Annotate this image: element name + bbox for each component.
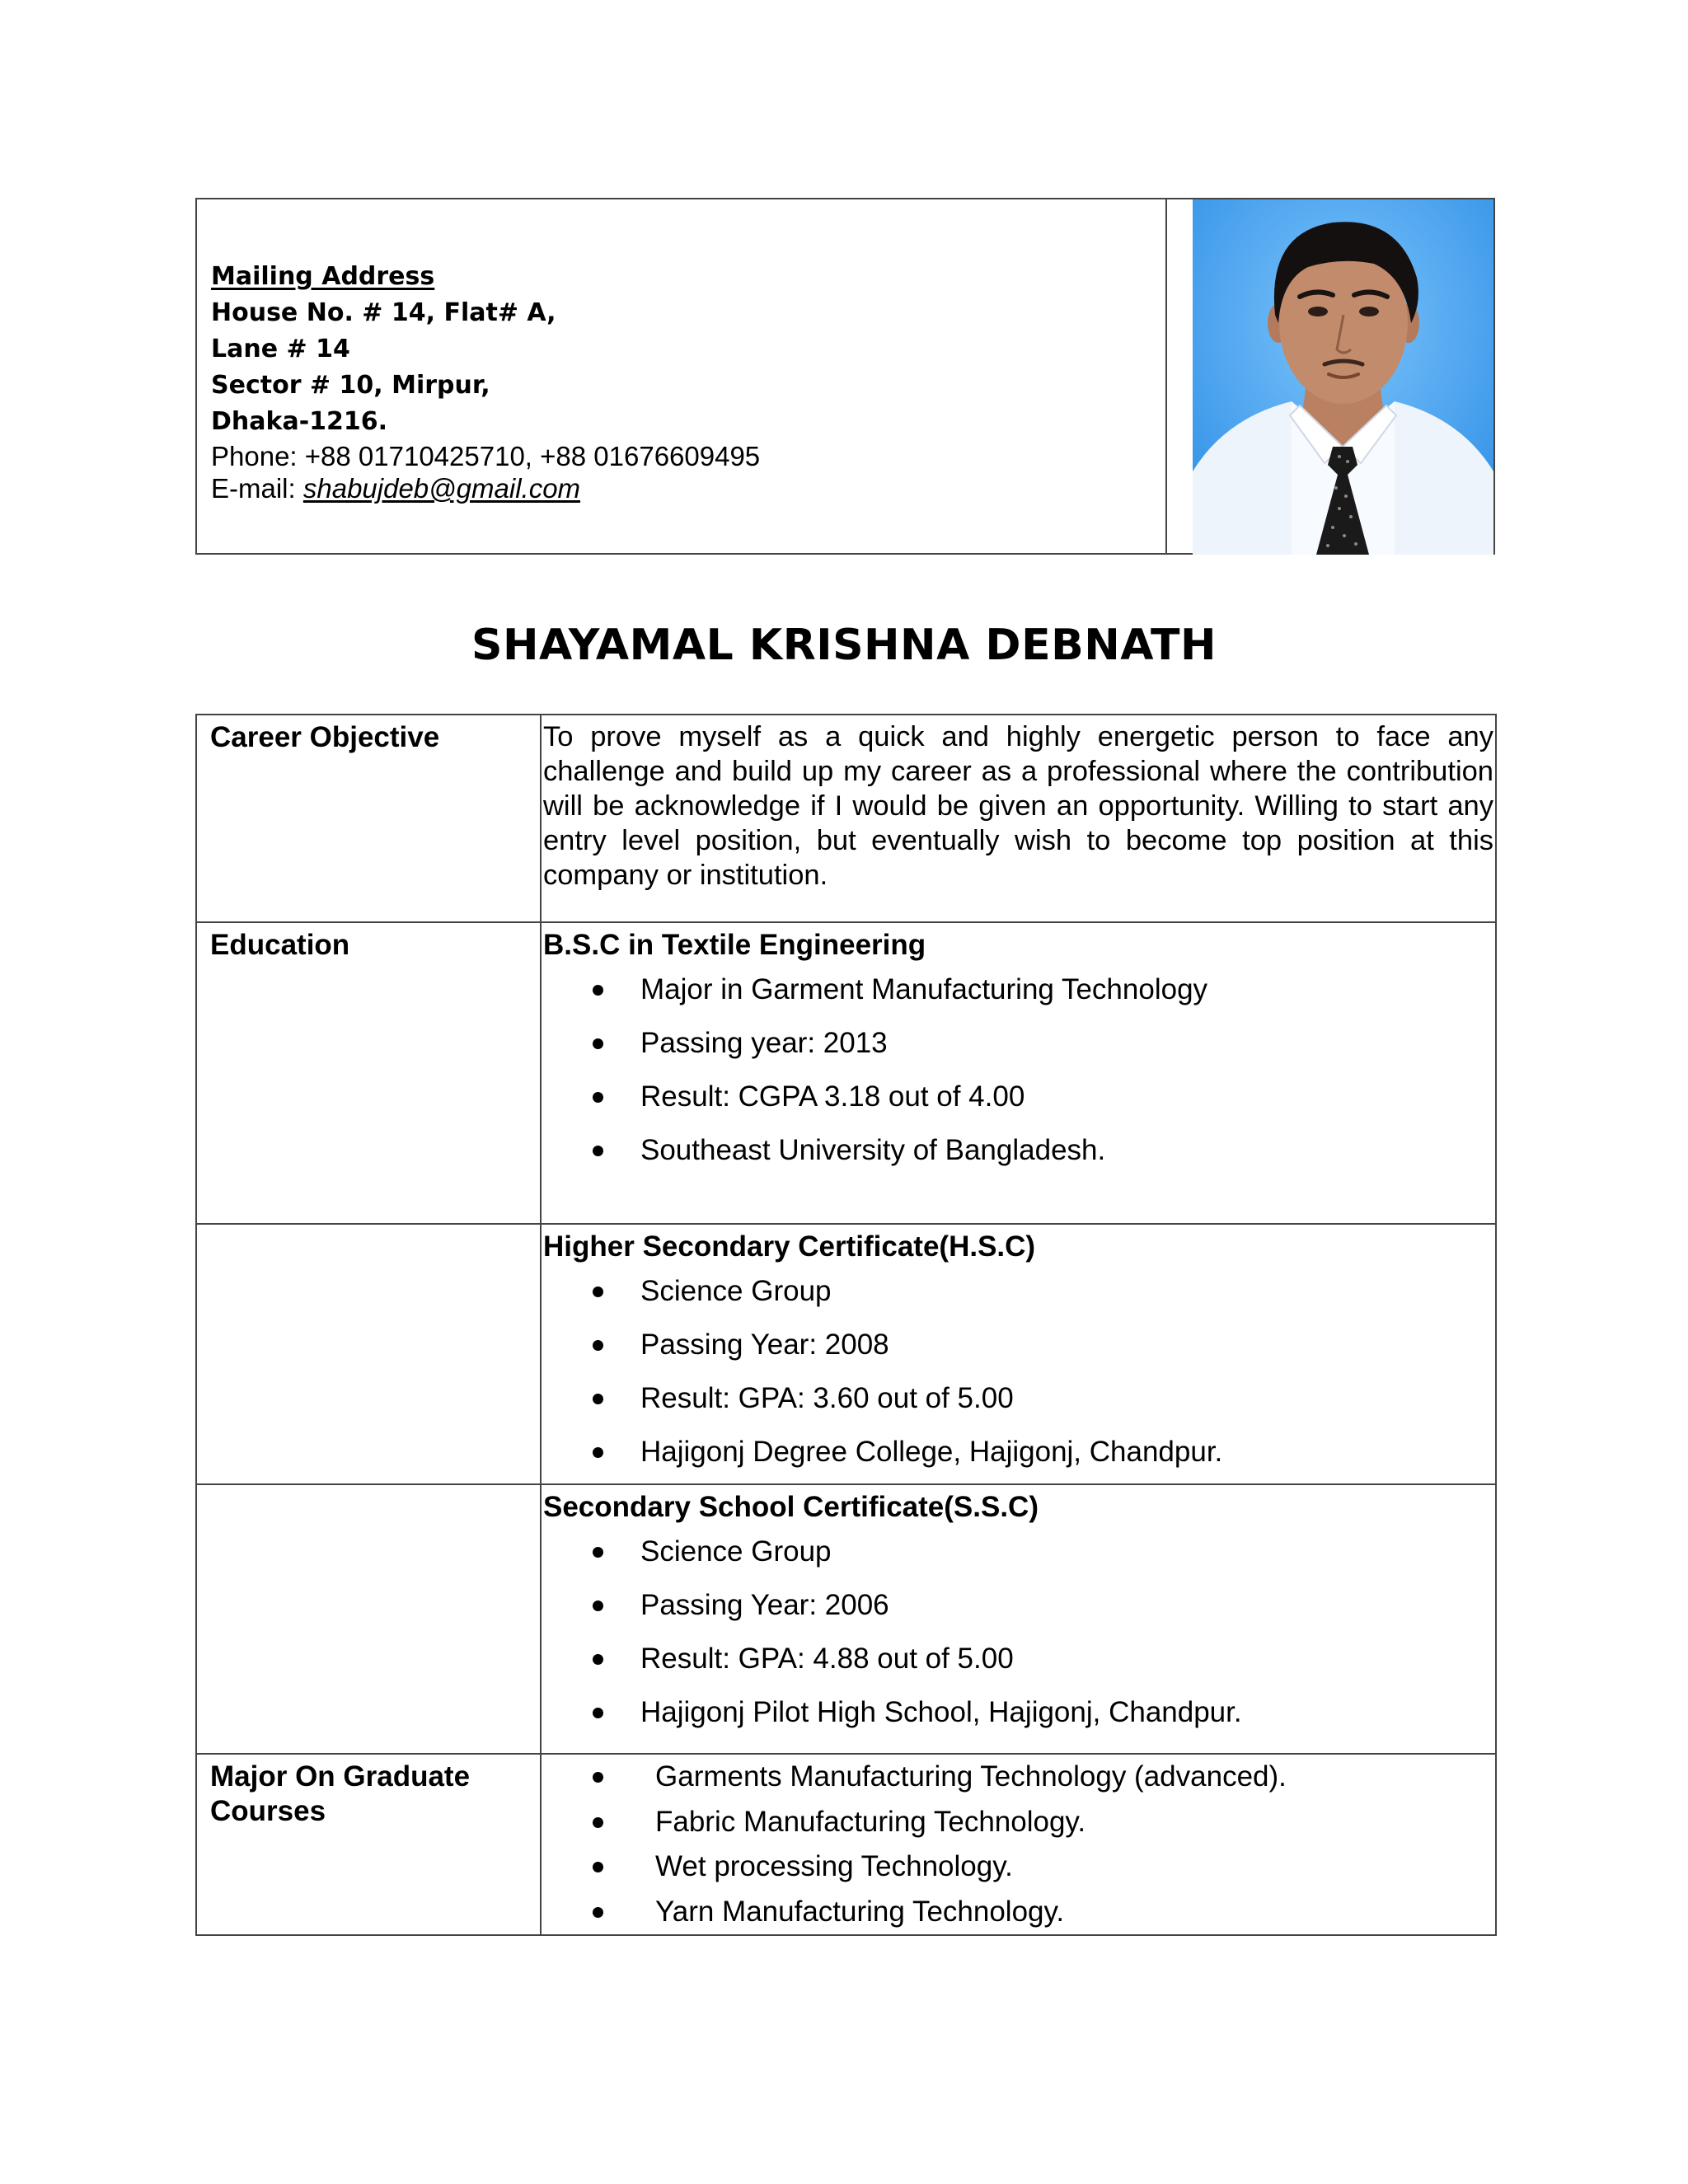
career-objective-label: Career Objective bbox=[196, 715, 541, 922]
list-item: Science Group bbox=[543, 1525, 1493, 1578]
address-line: Dhaka-1216. bbox=[211, 407, 388, 436]
profile-photo bbox=[1193, 199, 1493, 555]
education-label: Education bbox=[196, 922, 541, 1224]
email-line bbox=[211, 472, 1151, 504]
bullet-icon bbox=[593, 1907, 603, 1918]
bullet-icon bbox=[593, 1862, 603, 1872]
education-entry-list bbox=[543, 1525, 1493, 1739]
career-objective-text: To prove myself as a quick and highly energetic person to face any challenge and build up my career as a professional where the contribution will be acknowledge if I would be given an opportunity. Willing to start any entry level position, but eventually wish to become top position at this company or institution. bbox=[543, 721, 1493, 891]
education-row-hsc bbox=[196, 1224, 1496, 1484]
list-item: Passing year: 2013 bbox=[543, 1016, 1493, 1070]
bullet-icon bbox=[593, 1654, 603, 1665]
bullet-icon bbox=[593, 1708, 603, 1718]
mailing-address-block bbox=[211, 259, 1151, 504]
education-entry-title: Higher Secondary Certificate(H.S.C) bbox=[543, 1230, 1036, 1263]
graduate-courses-label-line: Courses bbox=[210, 1795, 326, 1827]
education-entry-list bbox=[543, 1264, 1493, 1479]
education-entry bbox=[541, 1224, 1496, 1484]
graduate-courses-list bbox=[543, 1755, 1493, 1934]
list-item: Hajigonj Pilot High School, Hajigonj, Chandpur. bbox=[543, 1685, 1493, 1739]
education-entry-title: Secondary School Certificate(S.S.C) bbox=[543, 1491, 1039, 1523]
resume-table bbox=[195, 714, 1497, 1936]
list-item: Yarn Manufacturing Technology. bbox=[543, 1890, 1493, 1935]
contact-header-box bbox=[195, 198, 1495, 555]
list-item: Passing Year: 2006 bbox=[543, 1578, 1493, 1632]
bullet-icon bbox=[593, 985, 603, 996]
candidate-name: SHAYAMAL KRISHNA DEBNATH bbox=[471, 621, 1217, 670]
bullet-icon bbox=[593, 1601, 603, 1611]
graduate-courses-label bbox=[196, 1754, 541, 1935]
bullet-icon bbox=[593, 1447, 603, 1458]
phone-line bbox=[211, 440, 1151, 472]
bullet-icon bbox=[593, 1038, 603, 1049]
education-row-bsc bbox=[196, 922, 1496, 1224]
list-item: Result: CGPA 3.18 out of 4.00 bbox=[543, 1070, 1493, 1123]
address-line: Sector # 10, Mirpur, bbox=[211, 371, 490, 400]
education-entry bbox=[541, 922, 1496, 1224]
list-item: Wet processing Technology. bbox=[543, 1844, 1493, 1890]
education-entry-list bbox=[543, 963, 1493, 1177]
bullet-icon bbox=[593, 1286, 603, 1297]
bullet-icon bbox=[593, 1547, 603, 1558]
list-item: Fabric Manufacturing Technology. bbox=[543, 1800, 1493, 1845]
mailing-address-heading: Mailing Address bbox=[211, 262, 435, 291]
address-line: Lane # 14 bbox=[211, 335, 350, 363]
career-objective-row bbox=[196, 715, 1496, 922]
graduate-courses-label-line: Major On Graduate bbox=[210, 1760, 471, 1793]
bullet-icon bbox=[593, 1092, 603, 1103]
bullet-icon bbox=[593, 1146, 603, 1156]
phone-value: +88 01710425710, +88 01676609495 bbox=[304, 441, 761, 471]
photo-divider bbox=[1165, 199, 1167, 553]
graduate-courses-row bbox=[196, 1754, 1496, 1935]
education-entry-title: B.S.C in Textile Engineering bbox=[543, 929, 926, 961]
list-item: Garments Manufacturing Technology (advanced). bbox=[543, 1755, 1493, 1800]
empty-label-cell bbox=[196, 1484, 541, 1754]
graduate-courses-cell bbox=[541, 1754, 1496, 1935]
bullet-icon bbox=[593, 1340, 603, 1351]
bullet-icon bbox=[593, 1817, 603, 1828]
bullet-icon bbox=[593, 1394, 603, 1404]
bullet-icon bbox=[593, 1772, 603, 1783]
empty-label-cell bbox=[196, 1224, 541, 1484]
address-line: House No. # 14, Flat# A, bbox=[211, 298, 556, 327]
email-label: E-mail: bbox=[211, 473, 296, 504]
list-item: Passing Year: 2008 bbox=[543, 1318, 1493, 1371]
list-item: Result: GPA: 3.60 out of 5.00 bbox=[543, 1371, 1493, 1425]
education-row-ssc bbox=[196, 1484, 1496, 1754]
email-link[interactable]: shabujdeb@gmail.com bbox=[302, 473, 581, 504]
list-item: Major in Garment Manufacturing Technology bbox=[543, 963, 1493, 1016]
career-objective-cell bbox=[541, 715, 1496, 922]
phone-label: Phone: bbox=[211, 441, 298, 471]
profile-photo-image bbox=[1193, 199, 1493, 555]
education-entry bbox=[541, 1484, 1496, 1754]
list-item: Science Group bbox=[543, 1264, 1493, 1318]
list-item: Hajigonj Degree College, Hajigonj, Chandpur. bbox=[543, 1425, 1493, 1479]
list-item: Result: GPA: 4.88 out of 5.00 bbox=[543, 1632, 1493, 1685]
list-item: Southeast University of Bangladesh. bbox=[543, 1123, 1493, 1177]
